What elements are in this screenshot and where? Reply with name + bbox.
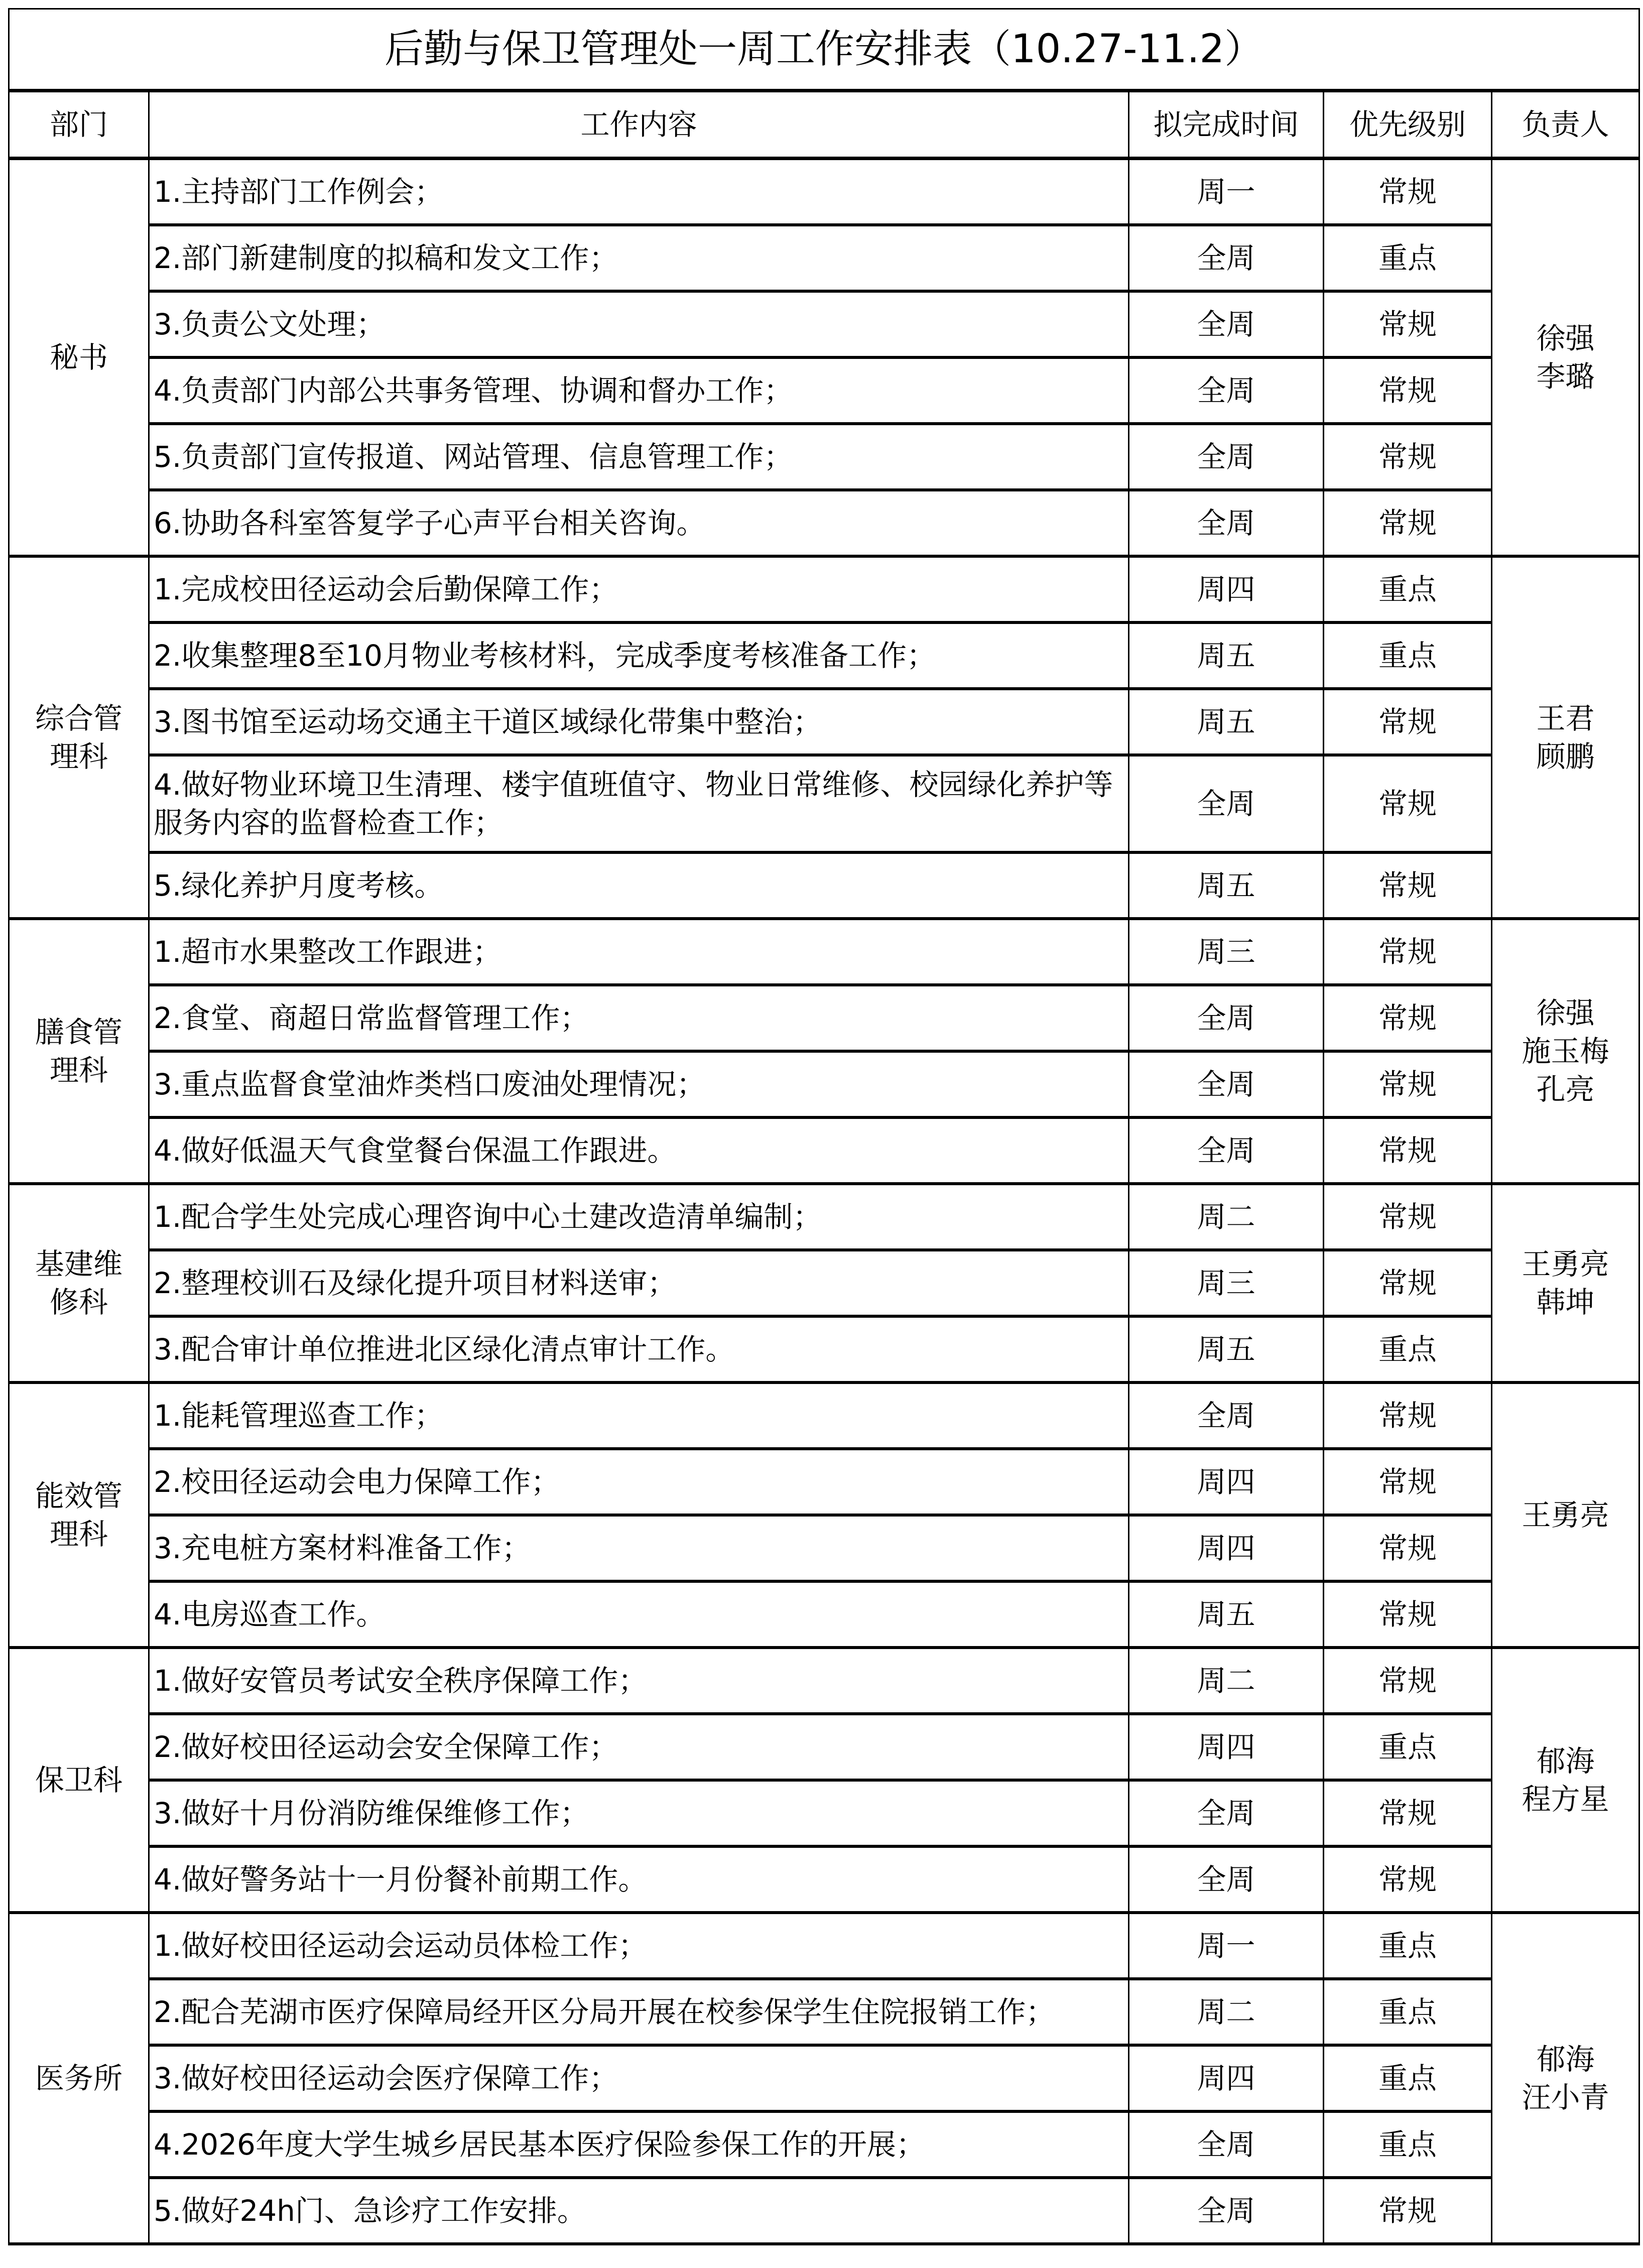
table-row (9, 291, 1639, 357)
task-time: 周四 (1129, 1449, 1324, 1515)
task-priority: 常规 (1324, 490, 1492, 556)
task-content: 3.配合审计单位推进北区绿化清点审计工作。 (149, 1316, 1129, 1382)
task-priority: 重点 (1324, 2111, 1492, 2178)
task-time: 周二 (1129, 1979, 1324, 2045)
task-priority: 常规 (1324, 1051, 1492, 1117)
task-content: 2.配合芜湖市医疗保障局经开区分局开展在校参保学生住院报销工作； (149, 1979, 1129, 2045)
task-content: 4.做好物业环境卫生清理、楼宇值班值守、物业日常维修、校园绿化养护等服务内容的监督检查工作； (149, 755, 1129, 852)
task-time: 周二 (1129, 1184, 1324, 1250)
table-row (9, 1117, 1639, 1184)
table-row (9, 985, 1639, 1051)
task-time: 周五 (1129, 622, 1324, 689)
task-time: 全周 (1129, 2111, 1324, 2178)
table-row (9, 1250, 1639, 1316)
task-content: 4.2026年度大学生城乡居民基本医疗保险参保工作的开展； (149, 2111, 1129, 2178)
dept-cell: 保卫科 (9, 1648, 149, 1913)
task-time: 周四 (1129, 2045, 1324, 2111)
task-time: 周三 (1129, 1250, 1324, 1316)
task-content: 1.完成校田径运动会后勤保障工作； (149, 556, 1129, 622)
table-row (9, 1846, 1639, 1913)
task-time: 周五 (1129, 852, 1324, 919)
task-priority: 常规 (1324, 755, 1492, 852)
task-time: 全周 (1129, 755, 1324, 852)
dept-cell: 秘书 (9, 159, 149, 556)
task-content: 5.绿化养护月度考核。 (149, 852, 1129, 919)
task-time: 周四 (1129, 1515, 1324, 1581)
task-priority: 常规 (1324, 1449, 1492, 1515)
task-time: 周一 (1129, 159, 1324, 225)
owner-name: 王勇亮 (1522, 1497, 1609, 1532)
dept-cell: 基建维修科 (9, 1184, 149, 1382)
owner-name: 徐强 (1536, 995, 1595, 1030)
task-time: 全周 (1129, 424, 1324, 490)
owner-cell (1492, 919, 1639, 1184)
table-row (9, 2045, 1639, 2111)
task-time: 周五 (1129, 1581, 1324, 1648)
task-time: 周五 (1129, 689, 1324, 755)
table-row (9, 159, 1639, 225)
task-content: 1.配合学生处完成心理咨询中心土建改造清单编制； (149, 1184, 1129, 1250)
owner-name: 郁海 (1536, 1743, 1595, 1778)
table-row (9, 357, 1639, 424)
owner-name: 汪小青 (1522, 2080, 1609, 2114)
table-row (9, 622, 1639, 689)
task-content: 5.做好24h门、急诊疗工作安排。 (149, 2178, 1129, 2244)
table-row (9, 1051, 1639, 1117)
task-time: 全周 (1129, 2178, 1324, 2244)
task-time: 周四 (1129, 556, 1324, 622)
owner-name: 李璐 (1536, 359, 1595, 394)
task-time: 全周 (1129, 1382, 1324, 1449)
table-row (9, 225, 1639, 291)
task-priority: 常规 (1324, 1382, 1492, 1449)
task-content: 3.做好十月份消防维保维修工作； (149, 1780, 1129, 1846)
task-priority: 常规 (1324, 1515, 1492, 1581)
task-priority: 常规 (1324, 1846, 1492, 1913)
owner-name: 施玉梅 (1522, 1034, 1609, 1068)
task-content: 5.负责部门宣传报道、网站管理、信息管理工作； (149, 424, 1129, 490)
task-content: 6.协助各科室答复学子心声平台相关咨询。 (149, 490, 1129, 556)
task-time: 全周 (1129, 291, 1324, 357)
task-content: 1.能耗管理巡查工作； (149, 1382, 1129, 1449)
table-row (9, 1316, 1639, 1382)
task-time: 全周 (1129, 1117, 1324, 1184)
table-row (9, 1979, 1639, 2045)
task-time: 全周 (1129, 1846, 1324, 1913)
task-priority: 常规 (1324, 291, 1492, 357)
task-time: 周二 (1129, 1648, 1324, 1714)
table-row (9, 1515, 1639, 1581)
task-content: 2.整理校训石及绿化提升项目材料送审； (149, 1250, 1129, 1316)
task-priority: 常规 (1324, 1117, 1492, 1184)
table-row (9, 1714, 1639, 1780)
table-title: 后勤与保卫管理处一周工作安排表（10.27-11.2） (9, 9, 1639, 91)
task-content: 2.做好校田径运动会安全保障工作； (149, 1714, 1129, 1780)
dept-cell: 能效管理科 (9, 1382, 149, 1648)
task-time: 周五 (1129, 1316, 1324, 1382)
owner-name: 王君 (1536, 701, 1595, 735)
task-priority: 重点 (1324, 556, 1492, 622)
dept-cell: 膳食管理科 (9, 919, 149, 1184)
header-dept: 部门 (9, 91, 149, 159)
task-priority: 常规 (1324, 1780, 1492, 1846)
task-priority: 重点 (1324, 225, 1492, 291)
table-row (9, 852, 1639, 919)
owner-name: 王勇亮 (1522, 1246, 1609, 1281)
table-row (9, 1648, 1639, 1714)
owner-cell (1492, 1648, 1639, 1913)
dept-cell: 综合管理科 (9, 556, 149, 919)
task-time: 全周 (1129, 1780, 1324, 1846)
task-priority: 常规 (1324, 852, 1492, 919)
task-content: 1.做好校田径运动会运动员体检工作； (149, 1913, 1129, 1979)
task-time: 全周 (1129, 357, 1324, 424)
task-content: 4.电房巡查工作。 (149, 1581, 1129, 1648)
table-row (9, 919, 1639, 985)
owner-cell (1492, 1913, 1639, 2244)
task-time: 全周 (1129, 225, 1324, 291)
table-row (9, 1449, 1639, 1515)
table-row (9, 1913, 1639, 1979)
task-time: 全周 (1129, 490, 1324, 556)
task-content: 2.校田径运动会电力保障工作； (149, 1449, 1129, 1515)
task-content: 2.收集整理8至10月物业考核材料，完成季度考核准备工作； (149, 622, 1129, 689)
owner-cell (1492, 1184, 1639, 1382)
task-content: 3.充电桩方案材料准备工作； (149, 1515, 1129, 1581)
task-content: 1.超市水果整改工作跟进； (149, 919, 1129, 985)
task-time: 全周 (1129, 1051, 1324, 1117)
task-priority: 常规 (1324, 689, 1492, 755)
task-priority: 常规 (1324, 1250, 1492, 1316)
table-row (9, 689, 1639, 755)
task-content: 4.负责部门内部公共事务管理、协调和督办工作； (149, 357, 1129, 424)
task-priority: 重点 (1324, 1979, 1492, 2045)
task-time: 周三 (1129, 919, 1324, 985)
table-row (9, 2111, 1639, 2178)
task-priority: 重点 (1324, 1714, 1492, 1780)
task-content: 4.做好低温天气食堂餐台保温工作跟进。 (149, 1117, 1129, 1184)
task-priority: 常规 (1324, 1184, 1492, 1250)
task-content: 2.部门新建制度的拟稿和发文工作； (149, 225, 1129, 291)
owner-cell (1492, 556, 1639, 919)
task-content: 4.做好警务站十一月份餐补前期工作。 (149, 1846, 1129, 1913)
task-content: 1.做好安管员考试安全秩序保障工作； (149, 1648, 1129, 1714)
table-row (9, 755, 1639, 852)
task-content: 3.负责公文处理； (149, 291, 1129, 357)
owner-cell (1492, 1382, 1639, 1648)
task-content: 3.重点监督食堂油炸类档口废油处理情况； (149, 1051, 1129, 1117)
task-priority: 常规 (1324, 357, 1492, 424)
task-content: 1.主持部门工作例会； (149, 159, 1129, 225)
header-content: 工作内容 (149, 91, 1129, 159)
owner-name: 徐强 (1536, 321, 1595, 355)
task-priority: 常规 (1324, 2178, 1492, 2244)
header-priority: 优先级别 (1324, 91, 1492, 159)
table-row (9, 1780, 1639, 1846)
owner-name: 韩坤 (1536, 1285, 1595, 1319)
table-row (9, 1581, 1639, 1648)
task-priority: 常规 (1324, 1581, 1492, 1648)
task-priority: 常规 (1324, 1648, 1492, 1714)
task-priority: 重点 (1324, 622, 1492, 689)
table-row (9, 2178, 1639, 2244)
table-row (9, 490, 1639, 556)
task-time: 周四 (1129, 1714, 1324, 1780)
work-schedule-table (8, 8, 1640, 2245)
owner-name: 郁海 (1536, 2042, 1595, 2076)
task-time: 周一 (1129, 1913, 1324, 1979)
task-priority: 常规 (1324, 159, 1492, 225)
table-row (9, 424, 1639, 490)
owner-name: 程方星 (1522, 1782, 1609, 1816)
task-priority: 常规 (1324, 424, 1492, 490)
owner-name: 顾鹏 (1536, 739, 1595, 774)
task-priority: 重点 (1324, 1913, 1492, 1979)
task-priority: 重点 (1324, 1316, 1492, 1382)
owner-name: 孔亮 (1536, 1072, 1595, 1106)
table-row (9, 1382, 1639, 1449)
header-time: 拟完成时间 (1129, 91, 1324, 159)
dept-cell: 医务所 (9, 1913, 149, 2244)
task-time: 全周 (1129, 985, 1324, 1051)
task-priority: 重点 (1324, 2045, 1492, 2111)
table-row (9, 556, 1639, 622)
task-priority: 常规 (1324, 985, 1492, 1051)
task-content: 3.图书馆至运动场交通主干道区域绿化带集中整治； (149, 689, 1129, 755)
task-content: 3.做好校田径运动会医疗保障工作； (149, 2045, 1129, 2111)
owner-cell (1492, 159, 1639, 556)
table-row (9, 1184, 1639, 1250)
task-content: 2.食堂、商超日常监督管理工作； (149, 985, 1129, 1051)
header-owner: 负责人 (1492, 91, 1639, 159)
task-priority: 常规 (1324, 919, 1492, 985)
